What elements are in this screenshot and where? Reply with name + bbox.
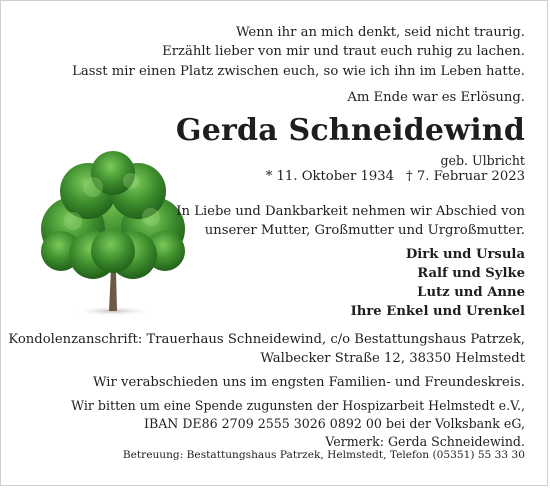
poem-closing: Am Ende war es Erlösung. <box>347 90 525 105</box>
poem-line-1: Wenn ihr an mich denkt, seid nicht traurig. <box>235 25 525 40</box>
donation-line-3: Vermerk: Gerda Schneidewind. <box>325 434 525 449</box>
family-list <box>351 245 525 321</box>
poem-line-3: Lasst mir einen Platz zwischen euch, so wie ich ihn im Leben hatte. <box>72 63 525 79</box>
donation-line-1: Wir bitten um eine Spende zugunsten der Hospizarbeit Helmstedt e.V., <box>71 398 525 413</box>
funeral-home-footer: Betreuung: Bestattungshaus Patrzek, Helmstedt, Telefon (05351) 55 33 30 <box>122 449 525 461</box>
deceased-name: Gerda Schneidewind <box>175 113 525 148</box>
birth-name: geb. Ulbricht <box>440 153 525 168</box>
service-note: Wir verabschieden uns im engsten Familien- und Freundeskreis. <box>92 375 525 390</box>
birth-date: * 11. Oktober 1934 <box>265 169 395 184</box>
tree-image <box>33 151 193 321</box>
donation-line-2: IBAN DE86 2709 2555 3026 0892 00 bei der Volksbank eG, <box>143 416 525 431</box>
condolence-address <box>8 331 525 368</box>
family-member: Ralf und Sylke <box>417 266 525 281</box>
family-member: Dirk und Ursula <box>405 247 525 262</box>
poem-line-2: Erzählt lieber von mir und traut euch ruhig zu lachen. <box>162 44 525 60</box>
farewell-text <box>176 203 525 240</box>
farewell-line-2: unserer Mutter, Großmutter und Urgroßmutter. <box>204 222 525 238</box>
donation-info <box>71 397 525 451</box>
life-dates <box>266 169 525 184</box>
death-date: † 7. Februar 2023 <box>406 169 525 184</box>
family-member: Lutz und Anne <box>417 285 525 300</box>
condolence-line-1: Kondolenzanschrift: Trauerhaus Schneidewind, c/o Bestattungshaus Patrzek, <box>8 332 525 347</box>
farewell-line-1: In Liebe und Dankbarkeit nehmen wir Abschied von <box>176 204 525 219</box>
family-member: Ihre Enkel und Urenkel <box>350 304 525 319</box>
condolence-line-2: Walbecker Straße 12, 38350 Helmstedt <box>260 350 525 366</box>
poem <box>72 23 525 81</box>
